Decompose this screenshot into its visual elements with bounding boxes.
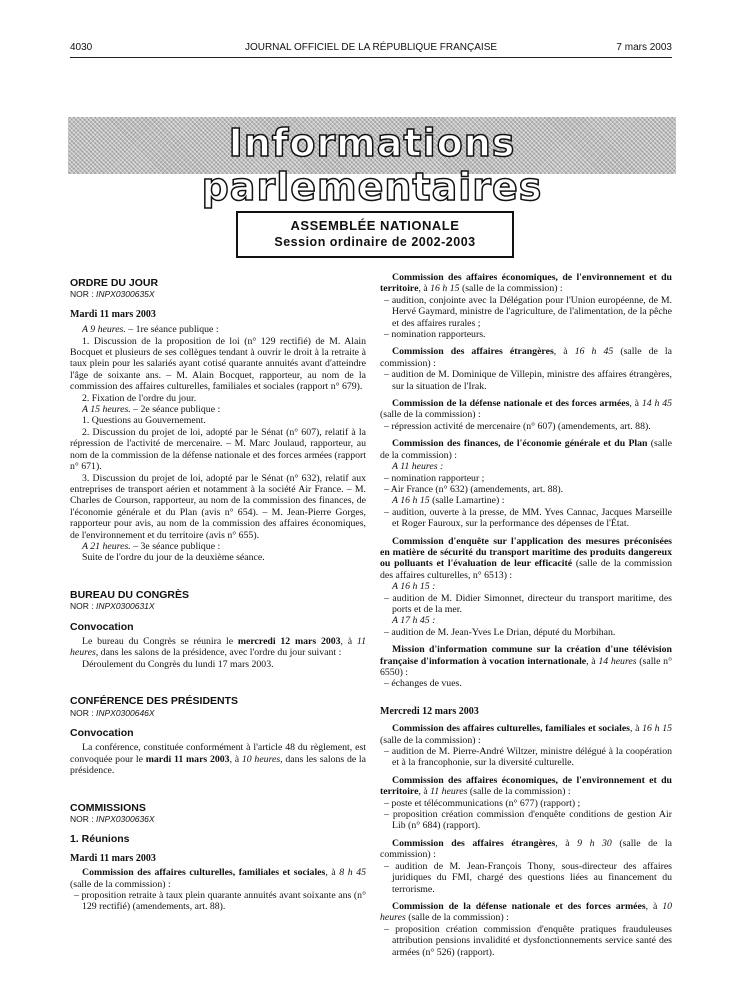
commission-entry: Commission des affaires économiques, de l'environnement et du territoire, à 11 heures (salle de la commission) : [380,774,672,798]
time-slot: A 11 heures : [392,461,444,473]
session-2: A 15 heures. – 2e séance publique : [82,404,221,416]
commission-entry: Commission des affaires culturelles, familiales et sociales, à 8 h 45 (salle de la commission) : [70,867,367,890]
ordre-item: Suite de l'ordre du jour de la deuxième séance. [82,552,265,564]
conference-sub: Convocation [70,727,134,739]
page-number: 4030 [70,42,93,53]
running-head [70,42,672,58]
left-column [70,272,366,913]
agenda-item: – proposition retraite à taux plein quarante annuités avant soixante ans (n° 129 rectifié) (amendements, art. 88). [74,890,366,913]
ordre-date: Mardi 11 mars 2003 [70,308,156,320]
time-slot: A 16 h 15 : [392,581,436,593]
commission-entry: Commission de la défense nationale et des forces armées, à 10 heures (salle de la commission) : [380,900,672,924]
agenda-item: – nomination rapporteur ; [384,472,485,484]
section-banner [68,117,676,209]
commissions-sub: 1. Réunions [70,833,130,846]
header-rule [70,57,672,58]
banner-title: Informations parlementaires [201,121,543,209]
bureau-nor: NOR : INPX0300631X [70,601,155,612]
bureau-sub: Convocation [70,620,134,633]
agenda-item: – audition de M. Dominique de Villepin, ministre des affaires étrangères, sur la situation de l'Irak. [384,369,672,392]
bureau-text: Déroulement du Congrès du lundi 17 mars 2003. [82,658,274,670]
conference-nor: NOR : INPX0300646X [70,707,155,718]
session-1: A 9 heures. – 1re séance publique : [82,324,219,336]
ordre-item: 2. Fixation de l'ordre du jour. [82,392,197,404]
agenda-item: – proposition création commission d'enquête pratiques frauduleuses attribution pensions invalidité et dysfonctionnements service santé des armées (n° 526) (rapport). [384,923,672,958]
conference-heading: CONFÉRENCE DES PRÉSIDENTS [70,695,239,708]
issue-date: 7 mars 2003 [616,42,672,53]
time-slot: A 16 h 15 (salle Lamartine) : [392,495,505,507]
conference-text: La conférence, constituée conformément à l'article 48 du règlement, est convoquée pour le mardi 11 mars 2003, à 10 heures, dans les salons de la présidence. [70,742,367,777]
agenda-item: – audition, conjointe avec la Délégation pour l'Union européenne, de M. Hervé Gaymard, ministre de l'agriculture, de l'alimentation, de la pêche et des affaires rurales ; [384,294,672,329]
commission-entry: Mission d'information commune sur la création d'une télévision française d'information à vocation internationale, à 14 heures (salle n° 6550) : [380,644,672,678]
commissions-heading: COMMISSIONS [70,801,146,814]
commission-entry: Commission des affaires étrangères, à 16 h 45 (salle de la commission) : [380,346,673,369]
commission-entry: Commission des affaires économiques, de l'environnement et du territoire, à 16 h 15 (salle de la commission) : [380,272,672,295]
agenda-item: – poste et télécommunications (n° 677) (rapport) ; [384,797,581,809]
agenda-item: – nomination rapporteurs. [384,329,486,341]
ordre-item: 3. Discussion du projet de loi, adopté par le Sénat (n° 632), relatif aux entreprises de transport aérien et notamment à la société Air France. – M. Charles de Courson, rapporteur, au nom de la commission des finances, de l'économie générale et du Plan (avis n° 654). – M. Jean-Pierre Gorges, rapporteur pour avis, au nom de la commission des affaires économiques, de l'environnement et du territoire (avis n° 655). [70,472,366,541]
assembly-box [236,211,514,258]
agenda-item: – audition, ouverte à la presse, de MM. Yves Cannac, Jacques Marseille et Roger Fauroux, sur la performance des dépenses de l'État. [384,506,672,530]
bureau-heading: BUREAU DU CONGRÈS [70,588,190,601]
date-heading: Mercredi 12 mars 2003 [380,705,479,717]
journal-title: JOURNAL OFFICIEL DE LA RÉPUBLIQUE FRANÇAISE [244,42,498,53]
session-3: A 21 heures. – 3e séance publique : [82,540,221,552]
commission-entry: Commission des affaires étrangères, à 9 h 30 (salle de la commission) : [380,837,672,861]
agenda-item: – proposition création commission d'enquête conditions de gestion Air Lib (n° 684) (rapport). [384,809,672,832]
commissions-nor: NOR : INPX0300636X [70,814,155,825]
bureau-text: Le bureau du Congrès se réunira le mercredi 12 mars 2003, à 11 heures, dans les salons de la présidence, avec l'ordre du jour suivant : [70,635,366,659]
commission-entry: Commission d'enquête sur l'application des mesures préconisées en matière de sécurité du transport maritime des produits dangereux ou polluants et l'évaluation de leur efficacité (salle de la commission des affaires culturelles, n° 6513) : [380,535,672,581]
agenda-item: – échanges de vues. [384,678,462,690]
assembly-title: ASSEMBLÉE NATIONALE [290,218,460,233]
session-title: Session ordinaire de 2002-2003 [274,235,476,249]
ordre-item: 2. Discussion du projet de loi, adopté par le Sénat (n° 607), relatif à la répression de l'activité de mercenaire. – M. Marc Joulaud, rapporteur, au nom de la commission de la défense nationale et des forces armées (rapport n° 671). [70,426,366,473]
commission-entry: Commission des affaires culturelles, familiales et sociales, à 16 h 15 (salle de la commission) : [380,723,672,746]
ordre-nor: NOR : INPX0300635X [70,289,155,300]
right-column [380,272,672,958]
agenda-item: – audition de M. Jean-François Thony, sous-directeur des affaires juridiques du FMI, chargé des questions liées au financement du terrorisme. [384,860,672,895]
commission-entry: Commission des finances, de l'économie générale et du Plan (salle de la commission) : [380,438,672,461]
agenda-item: – répression activité de mercenaire (n° 607) (amendements, art. 88). [384,420,651,432]
commissions-date: Mardi 11 mars 2003 [70,852,156,864]
commission-entry: Commission de la défense nationale et des forces armées, à 14 h 45 (salle de la commission) : [380,398,672,421]
time-slot: A 17 h 45 : [392,615,436,627]
agenda-item: – audition de M. Jean-Yves Le Drian, député du Morbihan. [384,626,616,638]
agenda-item: – audition de M. Didier Simonnet, directeur du transport maritime, des ports et de la mer. [384,592,672,615]
ordre-item: 1. Questions au Gouvernement. [82,415,206,427]
agenda-item: – audition de M. Pierre-André Wiltzer, ministre délégué à la coopération et à la francophonie, sur la diversité culturelle. [384,746,672,769]
ordre-heading: ORDRE DU JOUR [70,277,159,289]
agenda-item: – Air France (n° 632) (amendements, art. 88). [384,483,564,495]
ordre-item: 1. Discussion de la proposition de loi (n° 129 rectifié) de M. Alain Bocquet et plusieurs de ses collègues tendant à ouvrir le droit à la retraite à taux plein pour les salariés ayant cotisé quarante annuités avant d'atteindre l'âge de soixante ans. – M. Alain Bocquet, rapporteur, au nom de la commission des affaires culturelles, familiales et sociales (rapport n° 679). [70,335,366,393]
